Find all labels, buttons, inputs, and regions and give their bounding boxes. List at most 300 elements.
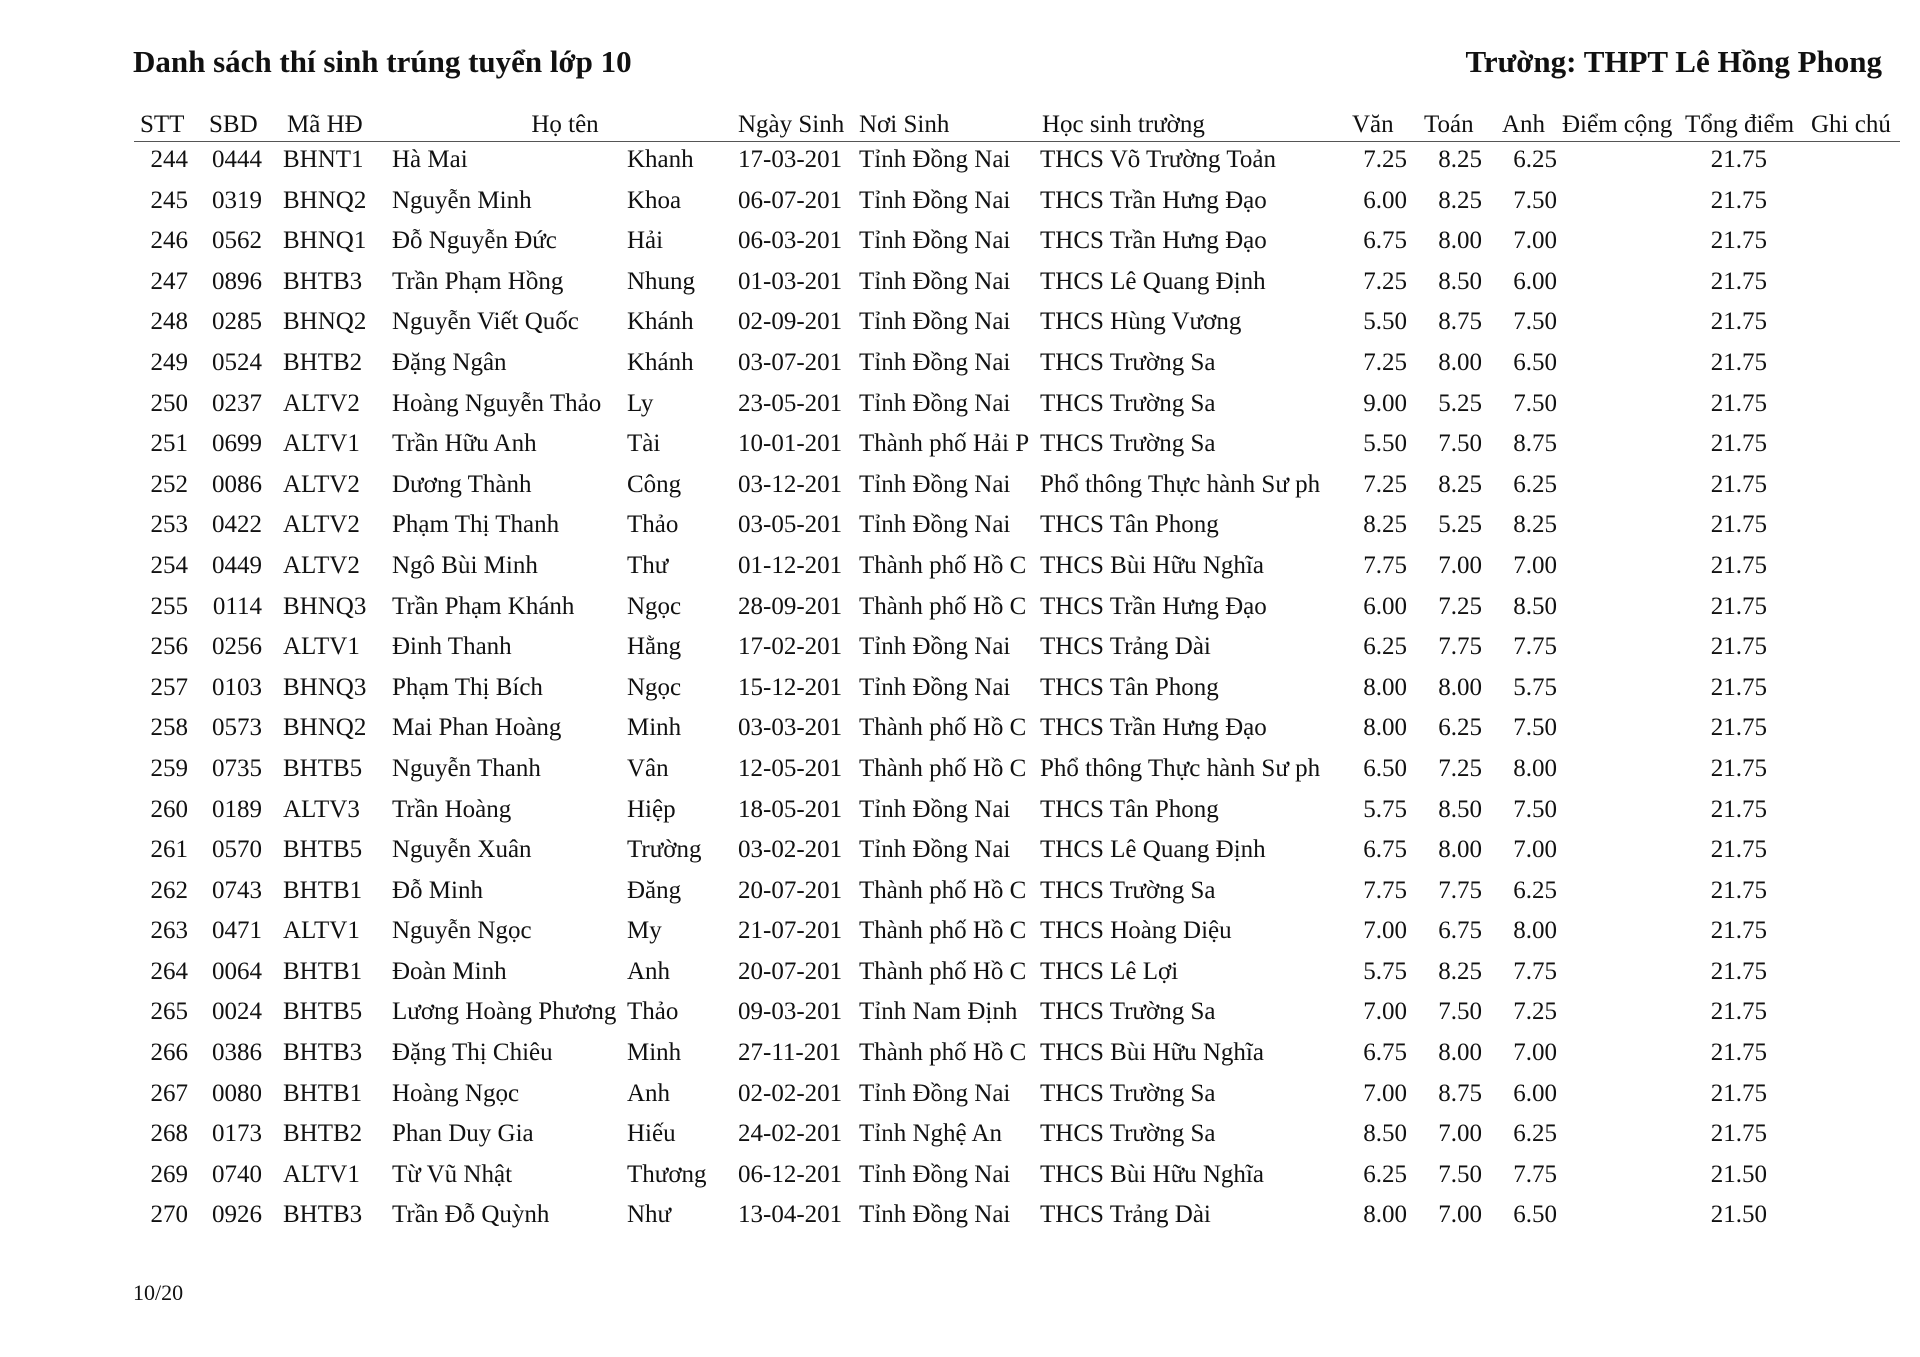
- cell-anh: 7.75: [1513, 1160, 1557, 1188]
- document-title: Danh sách thí sinh trúng tuyển lớp 10: [133, 44, 632, 79]
- cell-ho-dem: Trần Hoàng: [392, 795, 512, 823]
- cell-stt: 268: [150, 1120, 188, 1148]
- cell-tong-diem: 21.75: [1710, 754, 1767, 782]
- cell-van: 7.75: [1363, 551, 1407, 579]
- cell-ho-dem: Trần Đỗ Quỳnh: [392, 1201, 550, 1229]
- cell-ten: Thảo: [627, 998, 679, 1026]
- cell-ho-dem: Nguyễn Xuân: [392, 836, 532, 864]
- cell-ngay-sinh: 20-07-201: [738, 876, 843, 904]
- cell-anh: 7.50: [1513, 714, 1557, 742]
- cell-anh: 6.25: [1513, 470, 1557, 498]
- cell-ho-dem: Dương Thành: [392, 470, 532, 498]
- cell-truong: THCS Hoàng Diệu: [1040, 917, 1232, 945]
- cell-ho-dem: Ngô Bùi Minh: [392, 551, 538, 579]
- cell-noi-sinh: Tỉnh Đồng Nai: [859, 308, 1011, 336]
- cell-anh: 7.50: [1513, 389, 1557, 417]
- cell-noi-sinh: Tỉnh Đồng Nai: [859, 267, 1011, 295]
- cell-sbd: 0524: [212, 348, 262, 376]
- cell-ngay-sinh: 28-09-201: [738, 592, 843, 620]
- cell-truong: THCS Tân Phong: [1040, 673, 1219, 701]
- cell-sbd: 0422: [212, 511, 262, 539]
- cell-ten: Thư: [627, 551, 669, 579]
- cell-sbd: 0740: [212, 1160, 262, 1188]
- cell-ho-dem: Nguyễn Ngọc: [392, 917, 532, 945]
- cell-van: 8.25: [1363, 511, 1407, 539]
- cell-tong-diem: 21.75: [1710, 998, 1767, 1026]
- cell-ma-hd: BHNQ3: [283, 592, 367, 620]
- cell-anh: 6.50: [1513, 348, 1557, 376]
- cell-tong-diem: 21.75: [1710, 146, 1767, 173]
- cell-toan: 8.50: [1438, 795, 1482, 823]
- cell-ten: Khoa: [627, 186, 682, 214]
- cell-noi-sinh: Tỉnh Đồng Nai: [859, 470, 1011, 498]
- cell-anh: 7.00: [1513, 551, 1557, 579]
- cell-ma-hd: BHTB3: [283, 1201, 363, 1229]
- header-ngay-sinh: Ngày Sinh: [738, 111, 845, 138]
- cell-toan: 8.00: [1438, 1039, 1482, 1067]
- cell-van: 7.25: [1363, 470, 1407, 498]
- cell-ma-hd: BHTB1: [283, 957, 363, 985]
- cell-ma-hd: BHTB5: [283, 998, 363, 1026]
- cell-noi-sinh: Thành phố Hồ C: [859, 592, 1027, 620]
- table-row: [0, 264, 1920, 305]
- cell-toan: 8.00: [1438, 348, 1482, 376]
- cell-noi-sinh: Tỉnh Đồng Nai: [859, 146, 1011, 173]
- cell-sbd: 0449: [212, 551, 262, 579]
- cell-tong-diem: 21.75: [1710, 1079, 1767, 1107]
- cell-sbd: 0573: [212, 714, 262, 742]
- cell-sbd: 0103: [212, 673, 262, 701]
- cell-ma-hd: BHNQ1: [283, 227, 367, 255]
- table-row: [0, 386, 1920, 427]
- cell-ngay-sinh: 06-12-201: [738, 1160, 843, 1188]
- table-row: [0, 873, 1920, 914]
- cell-tong-diem: 21.75: [1710, 389, 1767, 417]
- cell-truong: THCS Trường Sa: [1040, 348, 1216, 376]
- cell-van: 8.00: [1363, 714, 1407, 742]
- cell-stt: 246: [150, 227, 188, 255]
- cell-anh: 7.00: [1513, 836, 1557, 864]
- table-row: [0, 1076, 1920, 1117]
- cell-ho-dem: Hoàng Ngọc: [392, 1079, 520, 1107]
- cell-anh: 7.50: [1513, 308, 1557, 336]
- header-sbd: SBD: [209, 111, 258, 138]
- cell-ho-dem: Phạm Thị Thanh: [392, 511, 560, 539]
- header-tong-diem: Tổng điểm: [1685, 111, 1795, 138]
- cell-ten: Anh: [627, 1079, 671, 1107]
- cell-toan: 8.25: [1438, 957, 1482, 985]
- cell-stt: 265: [150, 998, 188, 1026]
- cell-ten: Ly: [627, 389, 654, 417]
- cell-ngay-sinh: 20-07-201: [738, 957, 843, 985]
- cell-anh: 8.75: [1513, 430, 1557, 458]
- cell-stt: 253: [150, 511, 188, 539]
- cell-van: 8.00: [1363, 1201, 1407, 1229]
- cell-ho-dem: Nguyễn Thanh: [392, 754, 541, 782]
- cell-van: 8.50: [1363, 1120, 1407, 1148]
- table-row: [0, 223, 1920, 264]
- cell-ho-dem: Đặng Ngân: [392, 348, 507, 376]
- cell-stt: 254: [150, 551, 188, 579]
- cell-ma-hd: ALTV2: [283, 470, 360, 498]
- cell-ma-hd: BHTB2: [283, 348, 363, 376]
- cell-toan: 7.50: [1438, 430, 1482, 458]
- cell-sbd: 0024: [212, 998, 262, 1026]
- cell-noi-sinh: Tỉnh Nam Định: [859, 998, 1018, 1026]
- cell-ngay-sinh: 12-05-201: [738, 754, 843, 782]
- cell-van: 9.00: [1363, 389, 1407, 417]
- table-row: [0, 954, 1920, 995]
- cell-sbd: 0173: [212, 1120, 262, 1148]
- cell-ten: Hải: [627, 227, 664, 255]
- header-van: Văn: [1352, 111, 1394, 138]
- cell-toan: 5.25: [1438, 389, 1482, 417]
- cell-truong: THCS Trần Hưng Đạo: [1040, 186, 1267, 214]
- table-row: [0, 426, 1920, 467]
- cell-van: 7.00: [1363, 998, 1407, 1026]
- cell-stt: 255: [150, 592, 188, 620]
- cell-stt: 260: [150, 795, 188, 823]
- cell-stt: 257: [150, 673, 188, 701]
- cell-ho-dem: Phan Duy Gia: [392, 1120, 534, 1148]
- cell-ma-hd: BHNT1: [283, 146, 364, 173]
- cell-ngay-sinh: 17-03-201: [738, 146, 843, 173]
- cell-truong: Phổ thông Thực hành Sư ph: [1040, 470, 1321, 498]
- cell-ho-dem: Trần Hữu Anh: [392, 430, 537, 458]
- cell-noi-sinh: Tỉnh Đồng Nai: [859, 836, 1011, 864]
- cell-tong-diem: 21.75: [1710, 836, 1767, 864]
- cell-tong-diem: 21.75: [1710, 633, 1767, 661]
- cell-noi-sinh: Thành phố Hồ C: [859, 876, 1027, 904]
- cell-ngay-sinh: 03-07-201: [738, 348, 843, 376]
- cell-truong: THCS Trần Hưng Đạo: [1040, 592, 1267, 620]
- table-row: [0, 710, 1920, 751]
- cell-ngay-sinh: 27-11-201: [738, 1039, 842, 1067]
- header-hoc-sinh-truong: Học sinh trường: [1042, 111, 1205, 138]
- cell-tong-diem: 21.75: [1710, 714, 1767, 742]
- cell-ten: Hiệp: [627, 795, 676, 823]
- cell-ten: Hằng: [627, 633, 682, 661]
- cell-van: 6.75: [1363, 1039, 1407, 1067]
- cell-stt: 244: [150, 146, 188, 173]
- cell-toan: 7.25: [1438, 592, 1482, 620]
- cell-toan: 7.75: [1438, 876, 1482, 904]
- cell-sbd: 0064: [212, 957, 262, 985]
- cell-ma-hd: BHTB2: [283, 1120, 363, 1148]
- cell-sbd: 0444: [212, 146, 262, 173]
- cell-anh: 7.50: [1513, 186, 1557, 214]
- cell-ho-dem: Nguyễn Minh: [392, 186, 532, 214]
- cell-anh: 8.25: [1513, 511, 1557, 539]
- cell-tong-diem: 21.75: [1710, 511, 1767, 539]
- cell-toan: 8.00: [1438, 673, 1482, 701]
- cell-anh: 6.25: [1513, 146, 1557, 173]
- cell-noi-sinh: Tỉnh Đồng Nai: [859, 186, 1011, 214]
- cell-stt: 247: [150, 267, 188, 295]
- cell-ma-hd: BHTB1: [283, 1079, 363, 1107]
- cell-toan: 7.50: [1438, 998, 1482, 1026]
- cell-ten: Minh: [627, 714, 682, 742]
- school-name: Trường: THPT Lê Hồng Phong: [1465, 44, 1882, 79]
- cell-anh: 8.50: [1513, 592, 1557, 620]
- cell-toan: 8.25: [1438, 146, 1482, 173]
- cell-truong: THCS Trường Sa: [1040, 389, 1216, 417]
- cell-ho-dem: Nguyễn Viết Quốc: [392, 308, 579, 336]
- cell-truong: THCS Trường Sa: [1040, 1120, 1216, 1148]
- cell-ma-hd: ALTV1: [283, 1160, 360, 1188]
- cell-toan: 8.50: [1438, 267, 1482, 295]
- cell-stt: 258: [150, 714, 188, 742]
- cell-stt: 250: [150, 389, 188, 417]
- cell-sbd: 0319: [212, 186, 262, 214]
- cell-ngay-sinh: 03-05-201: [738, 511, 843, 539]
- cell-stt: 249: [150, 348, 188, 376]
- cell-stt: 259: [150, 754, 188, 782]
- table-row: [0, 589, 1920, 630]
- cell-ma-hd: BHNQ2: [283, 186, 367, 214]
- cell-noi-sinh: Tỉnh Đồng Nai: [859, 633, 1011, 661]
- cell-ma-hd: BHTB5: [283, 836, 363, 864]
- cell-toan: 7.75: [1438, 633, 1482, 661]
- cell-van: 8.00: [1363, 673, 1407, 701]
- cell-truong: THCS Bùi Hữu Nghĩa: [1040, 1160, 1264, 1188]
- cell-ngay-sinh: 03-12-201: [738, 470, 843, 498]
- cell-sbd: 0562: [212, 227, 262, 255]
- cell-stt: 248: [150, 308, 188, 336]
- cell-tong-diem: 21.75: [1710, 917, 1767, 945]
- cell-tong-diem: 21.50: [1710, 1160, 1767, 1188]
- cell-anh: 8.00: [1513, 754, 1557, 782]
- cell-stt: 245: [150, 186, 188, 214]
- cell-sbd: 0237: [212, 389, 262, 417]
- cell-anh: 8.00: [1513, 917, 1557, 945]
- cell-anh: 7.00: [1513, 227, 1557, 255]
- cell-ten: Ngọc: [627, 592, 682, 620]
- table-row: [0, 913, 1920, 954]
- cell-truong: THCS Trường Sa: [1040, 430, 1216, 458]
- cell-ho-dem: Đinh Thanh: [392, 633, 512, 661]
- cell-toan: 6.25: [1438, 714, 1482, 742]
- cell-toan: 7.50: [1438, 1160, 1482, 1188]
- cell-noi-sinh: Tỉnh Đồng Nai: [859, 795, 1011, 823]
- cell-toan: 7.00: [1438, 1120, 1482, 1148]
- cell-truong: THCS Tân Phong: [1040, 795, 1219, 823]
- cell-ho-dem: Đoàn Minh: [392, 957, 507, 985]
- cell-ngay-sinh: 06-07-201: [738, 186, 843, 214]
- table-row: [0, 1197, 1920, 1238]
- cell-ten: Khánh: [627, 348, 694, 376]
- cell-tong-diem: 21.75: [1710, 1120, 1767, 1148]
- cell-noi-sinh: Thành phố Hồ C: [859, 1039, 1027, 1067]
- cell-ten: My: [627, 917, 662, 945]
- cell-tong-diem: 21.75: [1710, 957, 1767, 985]
- cell-stt: 269: [150, 1160, 188, 1188]
- cell-ngay-sinh: 21-07-201: [738, 917, 843, 945]
- cell-stt: 256: [150, 633, 188, 661]
- table-row: [0, 1116, 1920, 1157]
- cell-noi-sinh: Tỉnh Đồng Nai: [859, 511, 1011, 539]
- cell-toan: 8.75: [1438, 308, 1482, 336]
- cell-stt: 270: [150, 1201, 188, 1229]
- table-row: [0, 183, 1920, 224]
- cell-toan: 7.25: [1438, 754, 1482, 782]
- cell-sbd: 0189: [212, 795, 262, 823]
- table-header: [0, 107, 1920, 139]
- cell-ngay-sinh: 06-03-201: [738, 227, 843, 255]
- table-row: [0, 507, 1920, 548]
- cell-ten: Công: [627, 470, 682, 498]
- cell-noi-sinh: Thành phố Hải P: [859, 430, 1030, 458]
- cell-noi-sinh: Tỉnh Nghệ An: [859, 1120, 1003, 1148]
- cell-truong: THCS Bùi Hữu Nghĩa: [1040, 1039, 1264, 1067]
- cell-truong: THCS Trường Sa: [1040, 876, 1216, 904]
- cell-ngay-sinh: 15-12-201: [738, 673, 843, 701]
- cell-ho-dem: Trần Phạm Khánh: [392, 592, 575, 620]
- cell-ma-hd: BHNQ2: [283, 308, 367, 336]
- cell-ten: Khanh: [627, 146, 694, 173]
- cell-ma-hd: BHTB3: [283, 1039, 363, 1067]
- cell-tong-diem: 21.75: [1710, 592, 1767, 620]
- cell-ho-dem: Đỗ Nguyễn Đức: [392, 227, 557, 255]
- cell-anh: 7.75: [1513, 633, 1557, 661]
- cell-toan: 6.75: [1438, 917, 1482, 945]
- cell-sbd: 0926: [212, 1201, 262, 1229]
- cell-ma-hd: ALTV2: [283, 551, 360, 579]
- cell-noi-sinh: Tỉnh Đồng Nai: [859, 389, 1011, 417]
- cell-ngay-sinh: 02-09-201: [738, 308, 843, 336]
- header-ghi-chu: Ghi chú: [1811, 111, 1891, 138]
- cell-anh: 7.25: [1513, 998, 1557, 1026]
- cell-tong-diem: 21.75: [1710, 673, 1767, 701]
- cell-tong-diem: 21.75: [1710, 227, 1767, 255]
- cell-noi-sinh: Thành phố Hồ C: [859, 714, 1027, 742]
- cell-van: 6.75: [1363, 836, 1407, 864]
- cell-ho-dem: Đặng Thị Chiêu: [392, 1039, 553, 1067]
- cell-noi-sinh: Tỉnh Đồng Nai: [859, 227, 1011, 255]
- cell-toan: 8.00: [1438, 227, 1482, 255]
- cell-tong-diem: 21.75: [1710, 267, 1767, 295]
- cell-anh: 7.50: [1513, 795, 1557, 823]
- cell-ma-hd: ALTV2: [283, 389, 360, 417]
- cell-sbd: 0699: [212, 430, 262, 458]
- cell-ma-hd: BHTB5: [283, 754, 363, 782]
- cell-ngay-sinh: 03-03-201: [738, 714, 843, 742]
- cell-ma-hd: ALTV2: [283, 511, 360, 539]
- cell-truong: THCS Trảng Dài: [1040, 633, 1211, 661]
- cell-ten: Nhung: [627, 267, 696, 295]
- cell-van: 6.50: [1363, 754, 1407, 782]
- cell-tong-diem: 21.75: [1710, 430, 1767, 458]
- cell-ma-hd: BHTB1: [283, 876, 363, 904]
- cell-toan: 8.75: [1438, 1079, 1482, 1107]
- cell-ma-hd: ALTV1: [283, 917, 360, 945]
- cell-ten: Tài: [627, 430, 661, 458]
- cell-noi-sinh: Tỉnh Đồng Nai: [859, 348, 1011, 376]
- cell-ten: Trường: [627, 836, 702, 864]
- cell-ngay-sinh: 01-03-201: [738, 267, 843, 295]
- cell-noi-sinh: Tỉnh Đồng Nai: [859, 1079, 1011, 1107]
- cell-noi-sinh: Thành phố Hồ C: [859, 754, 1027, 782]
- cell-noi-sinh: Thành phố Hồ C: [859, 957, 1027, 985]
- table-row: [0, 994, 1920, 1035]
- table-row: [0, 792, 1920, 833]
- cell-anh: 6.00: [1513, 1079, 1557, 1107]
- cell-anh: 6.50: [1513, 1201, 1557, 1229]
- table-row: [0, 670, 1920, 711]
- student-table-body: [0, 142, 1920, 1238]
- cell-sbd: 0735: [212, 754, 262, 782]
- cell-sbd: 0896: [212, 267, 262, 295]
- cell-truong: THCS Bùi Hữu Nghĩa: [1040, 551, 1264, 579]
- cell-van: 7.00: [1363, 917, 1407, 945]
- cell-van: 6.75: [1363, 227, 1407, 255]
- header-diem-cong: Điểm cộng: [1562, 111, 1673, 138]
- cell-noi-sinh: Tỉnh Đồng Nai: [859, 673, 1011, 701]
- table-row: [0, 142, 1920, 183]
- cell-ngay-sinh: 03-02-201: [738, 836, 843, 864]
- cell-van: 5.75: [1363, 795, 1407, 823]
- cell-ho-dem: Mai Phan Hoàng: [392, 714, 562, 742]
- cell-truong: THCS Võ Trường Toản: [1040, 146, 1276, 173]
- cell-sbd: 0256: [212, 633, 262, 661]
- table-row: [0, 1157, 1920, 1198]
- cell-truong: THCS Tân Phong: [1040, 511, 1219, 539]
- cell-van: 6.25: [1363, 633, 1407, 661]
- cell-toan: 5.25: [1438, 511, 1482, 539]
- cell-van: 7.25: [1363, 348, 1407, 376]
- cell-ma-hd: BHNQ3: [283, 673, 367, 701]
- cell-van: 6.00: [1363, 186, 1407, 214]
- cell-sbd: 0080: [212, 1079, 262, 1107]
- cell-toan: 8.00: [1438, 836, 1482, 864]
- cell-truong: THCS Trảng Dài: [1040, 1201, 1211, 1229]
- cell-toan: 7.00: [1438, 551, 1482, 579]
- cell-ma-hd: ALTV3: [283, 795, 360, 823]
- cell-ngay-sinh: 23-05-201: [738, 389, 843, 417]
- cell-van: 5.75: [1363, 957, 1407, 985]
- cell-ho-dem: Hà Mai: [392, 146, 468, 173]
- cell-tong-diem: 21.75: [1710, 551, 1767, 579]
- cell-sbd: 0086: [212, 470, 262, 498]
- cell-noi-sinh: Tỉnh Đồng Nai: [859, 1201, 1011, 1229]
- table-row: [0, 304, 1920, 345]
- cell-noi-sinh: Tỉnh Đồng Nai: [859, 1160, 1011, 1188]
- cell-ngay-sinh: 24-02-201: [738, 1120, 843, 1148]
- cell-ten: Hiếu: [627, 1120, 676, 1148]
- cell-ma-hd: ALTV1: [283, 430, 360, 458]
- table-row: [0, 1035, 1920, 1076]
- cell-ngay-sinh: 17-02-201: [738, 633, 843, 661]
- cell-ngay-sinh: 18-05-201: [738, 795, 843, 823]
- cell-toan: 8.25: [1438, 470, 1482, 498]
- cell-ho-dem: Đỗ Minh: [392, 876, 483, 904]
- cell-anh: 6.00: [1513, 267, 1557, 295]
- cell-truong: THCS Trường Sa: [1040, 1079, 1216, 1107]
- header-toan: Toán: [1424, 111, 1474, 138]
- cell-stt: 267: [150, 1079, 188, 1107]
- cell-anh: 6.25: [1513, 1120, 1557, 1148]
- cell-tong-diem: 21.75: [1710, 348, 1767, 376]
- cell-toan: 8.25: [1438, 186, 1482, 214]
- cell-stt: 252: [150, 470, 188, 498]
- table-row: [0, 629, 1920, 670]
- cell-truong: THCS Lê Quang Định: [1040, 267, 1266, 295]
- cell-tong-diem: 21.75: [1710, 1039, 1767, 1067]
- cell-anh: 6.25: [1513, 876, 1557, 904]
- cell-ho-dem: Từ Vũ Nhật: [392, 1160, 513, 1188]
- table-row: [0, 345, 1920, 386]
- cell-ten: Thương: [627, 1160, 707, 1188]
